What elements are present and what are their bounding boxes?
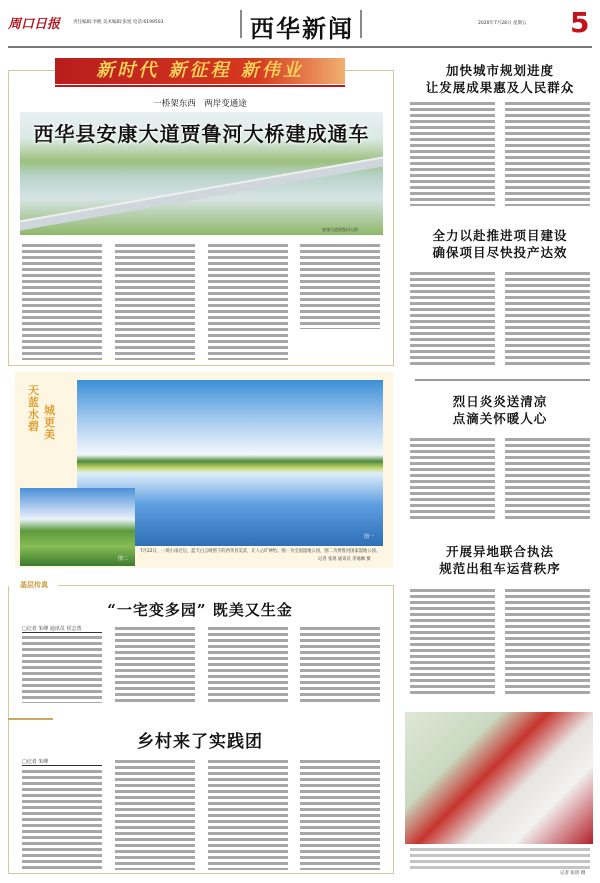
fig-label: 图二 bbox=[118, 556, 129, 562]
divider bbox=[360, 10, 362, 38]
grassroots-headline: “一宅变多园” 既美又生金 bbox=[107, 601, 293, 619]
headline-line: 让发展成果惠及人民群众 bbox=[425, 80, 575, 95]
headline-line: 点滴关怀暖人心 bbox=[452, 411, 548, 426]
byline: □记者 朱峰 bbox=[22, 758, 102, 766]
photo-caption: 安康大道贾鲁河大桥 bbox=[322, 227, 358, 232]
article-column bbox=[410, 102, 495, 206]
issue-date: 2020年7月28日 星期五 bbox=[478, 21, 527, 26]
divider bbox=[415, 379, 590, 381]
scenery-credit: 记者 张瑶 通讯员 李逸琳 摄 bbox=[318, 557, 371, 562]
editors-info: 责任编辑:李帆 美术编辑:张旭 电话:6199503 bbox=[73, 20, 164, 25]
fig-label: 图一 bbox=[364, 534, 375, 540]
article-column bbox=[300, 244, 380, 329]
headline-line: 规范出租车运营秩序 bbox=[439, 561, 561, 576]
volunteer-photo bbox=[405, 712, 593, 844]
practice-headline: 乡村来了实践团 bbox=[137, 732, 263, 752]
headline-line: 确保项目尽快投产达效 bbox=[432, 245, 568, 260]
divider bbox=[240, 10, 242, 38]
headline-line: 加快城市规划进度 bbox=[445, 63, 554, 78]
article-column bbox=[505, 589, 590, 697]
headline-line: 烈日炎炎送清凉 bbox=[452, 394, 548, 409]
article-column bbox=[505, 438, 590, 522]
scenery-title-1: 天蓝水碧 bbox=[28, 384, 39, 433]
article-column bbox=[22, 244, 102, 360]
article-column bbox=[208, 627, 288, 703]
article-column bbox=[22, 770, 102, 870]
byline: □记者 朱峰 通讯员 侯志勇 bbox=[22, 625, 102, 633]
article-column bbox=[410, 589, 495, 697]
header-rule bbox=[8, 46, 592, 48]
lead-headline: 西华县安康大道贾鲁河大桥建成通车 bbox=[33, 122, 370, 146]
article-headline bbox=[405, 227, 595, 261]
article-column bbox=[115, 627, 195, 703]
section-label: 基层传真 bbox=[20, 581, 48, 589]
article-column bbox=[115, 760, 195, 870]
photo-caption-text bbox=[410, 848, 590, 870]
article-column bbox=[505, 102, 590, 206]
article-headline bbox=[405, 543, 595, 577]
banner-rule bbox=[55, 85, 345, 87]
article-column bbox=[300, 627, 380, 703]
article-headline bbox=[405, 62, 595, 96]
scenery-caption: 7月22日，一场小雨过后，蓝天白云映照下的西华县美景，让人心旷神怡。图一为全国湿地公园，图二为贾鲁河国家湿地公园。 bbox=[140, 549, 381, 554]
article-column bbox=[22, 636, 102, 703]
headline-line: 全力以赴推进项目建设 bbox=[432, 228, 568, 243]
article-column bbox=[410, 438, 495, 522]
lead-subtitle: 一桥架东西 两岸变通途 bbox=[153, 99, 247, 109]
bridge-deck bbox=[20, 151, 383, 234]
section-title: 西华新闻 bbox=[250, 14, 354, 43]
newspaper-logo: 周口日报 bbox=[8, 17, 61, 32]
scenery-title-2: 城更美 bbox=[44, 404, 55, 441]
article-column bbox=[208, 760, 288, 870]
article-column bbox=[410, 272, 495, 367]
page-number: 5 bbox=[570, 6, 590, 39]
article-column bbox=[505, 272, 590, 367]
article-column bbox=[300, 760, 380, 870]
photo-credit: 记者 张瑶 摄 bbox=[560, 871, 586, 876]
headline-line: 开展异地联合执法 bbox=[445, 544, 554, 559]
theme-banner: 新时代 新征程 新伟业 bbox=[55, 58, 345, 84]
article-headline bbox=[405, 393, 595, 427]
article-column bbox=[115, 244, 195, 360]
article-column bbox=[208, 244, 288, 360]
accent-rule bbox=[8, 718, 53, 720]
